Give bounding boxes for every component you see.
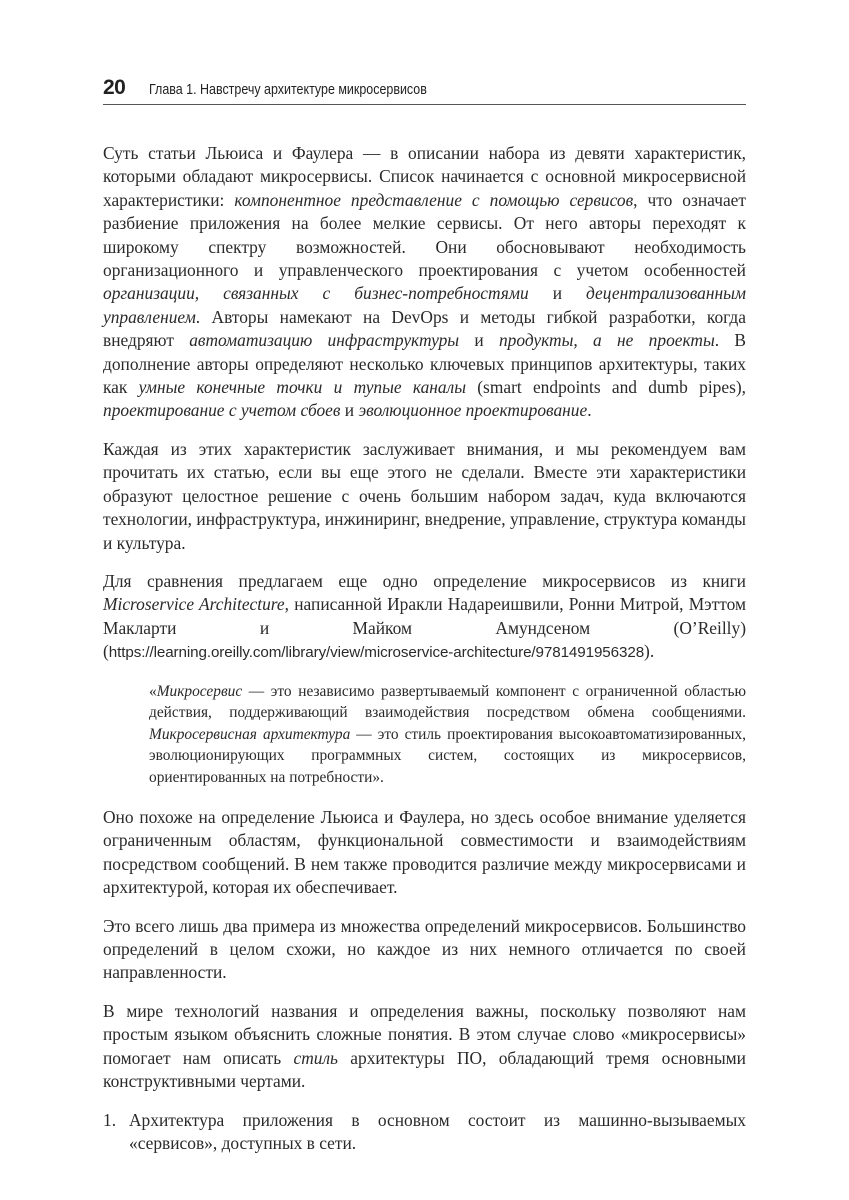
italic-term: организации, связанных с бизнес-потребностями [103,283,529,304]
text-run: . В дополнение авторы определяют несколько ключевых принципов архитектуры, таких как [103,330,746,398]
list-item-text: Архитектура приложения в основном состоит из машинно-вызываемых «сервисов», доступных в сети. [129,1109,746,1153]
text-run: и [340,400,359,421]
italic-term: Микросервисная архитектура [149,725,351,743]
numbered-list [103,1109,746,1156]
text-run: — это независимо развертываемый компонент с ограниченной областью действия, поддерживающий взаимодействия посредством обмена сообщениями. [149,682,746,722]
paragraph-4: Оно похоже на определение Льюиса и Фаулера, но здесь особое внимание уделяется ограниченным областям, функциональной совместимости и взаимодействиям посредством сообщений. В нем также проводится различие между микросервисами и архитектурой, которая их обеспечивает. [103,807,746,898]
chapter-title: Глава 1. Навстречу архитектуре микросервисов [149,82,428,98]
book-title: Microservice Architecture [103,594,285,615]
list-item-number: 1. [103,1109,117,1130]
paragraph-5: Это всего лишь два примера из множества определений микросервисов. Большинство определений в целом схожи, но каждое из них немного отличается по своей направленности. [103,915,746,983]
list-item [103,1109,746,1156]
paragraph-1 [103,142,746,423]
page-number: 20 [103,76,126,99]
italic-term: автоматизацию инфраструктуры [189,330,460,351]
text-run: . Авторы намекают на DevOps и методы гибкой разработки, когда внедряют [103,306,746,351]
italic-term: стиль [293,1047,338,1068]
text-run: , что означает разбиение приложения на более мелкие сервисы. От него авторы переходят к широкому спектру возможностей. Они обосновывают необходимость организационного и управленческого проектирования с учетом особенностей [103,189,746,281]
text-run: Для сравнения предлагаем еще одно определение микросервисов из книги [103,570,746,591]
text-run: архитектуры ПО, обладающий тремя основными конструктивными чертами. [103,1047,746,1092]
text-run: (smart endpoints and dumb pipes), [465,377,746,398]
italic-term: умные конечные точки и тупые каналы [138,377,466,398]
text-run: — это стиль проектирования высокоавтоматизированных, эволюционирующих программных систем, состоящих из микросервисов, ориентированных на потребности». [149,725,746,786]
paragraph-3 [103,570,746,665]
running-header [103,76,746,105]
italic-term: эволюционное проектирование [358,400,588,421]
text-run: и [528,283,587,304]
block-quote [149,681,746,789]
italic-term: Микросервис [156,682,243,700]
text-run: , написанной Иракли Надареишвили, Ронни Митрой, Мэттом Макларти и Майком Амундсеном (O’Reilly) ( [103,594,746,662]
paragraph-6 [103,1000,746,1094]
text-run: « [149,682,157,700]
text-run: ). [644,641,655,662]
text-run: . [587,400,592,421]
italic-term: децентрализованным управлением [103,283,746,327]
italic-term: компонентное представление с помощью сервисов [234,189,634,210]
text-run: В мире технологий названия и определения важны, поскольку позволяют нам простым языком объяснить сложные понятия. В этом случае слово «микросервисы» помогает нам описать [103,1000,746,1068]
text-run: и [459,330,499,351]
reference-url[interactable]: https://learning.oreilly.com/library/view/microservice-architecture/9781491956328 [108,644,645,662]
text-run: Суть статьи Льюиса и Фаулера — в описании набора из девяти характеристик, которыми обладают микросервисы. Список начинается с основной микросервисной характеристики: [103,143,746,210]
italic-term: проектирование с учетом сбоев [103,400,341,421]
italic-term: продукты, а не проекты [498,330,715,351]
paragraph-2: Каждая из этих характеристик заслуживает внимания, и мы рекомендуем вам прочитать их статью, если вы еще этого не сделали. Вместе эти характеристики образуют целостное решение с очень большим набором задач, куда включаются технологии, инфраструктура, инжиниринг, внедрение, управление, структура команды и культура. [103,438,746,553]
body-text [103,142,746,1155]
